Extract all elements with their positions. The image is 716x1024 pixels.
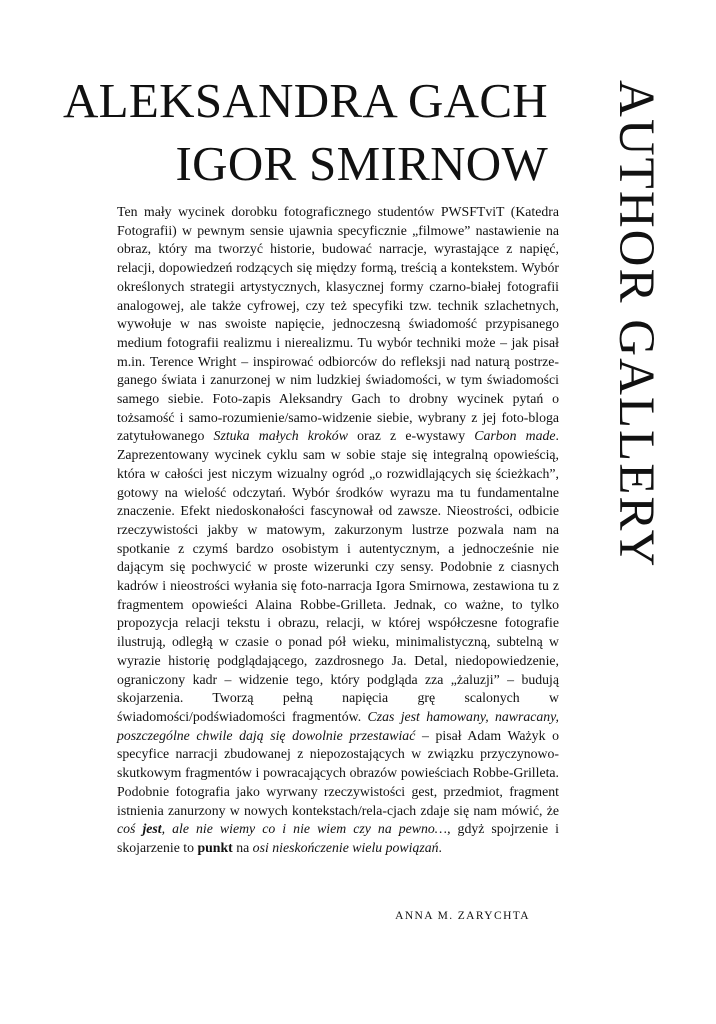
article-paragraph [117,203,559,858]
article-body [117,203,559,858]
text-run: . [438,839,442,855]
italic-phrase: coś [117,821,143,837]
text-run: . Zaprezentowany wycinek cyklu sam w sobie staje się integralną opowieścią, która w całości jest niczym wizualny ogród „o rozwidlających się ścieżkach”, gotowy na wielość odczytań. Wybór środków wyrazu ma tu fundamentalne znaczenie. Efekt niedoskonałości fascynował od zawsze. Nieostrości, odbicie rzeczywistości jakby w matowym, zakurzonym lustrze pozwala nam na spotkanie z czymś bardzo osobistym i autentycznym, a jednocześnie nie dającym się pochwycić w proste wizerunki czy sensy. Podobnie z ciasnych kadrów i nieostrości wyłania się foto-narracja Igora Smirnowa, zestawiona tu z fragmentem opowieści Alaina Robbe-Grilleta. Jednak, co ważne, to tylko propozycja relacji tekstu i obrazu, relacji, w której współczesne fotografie ilustrują, odległą w czasie o ponad pół wieku, minimalistyczną, subtelną w wyrazie historię podglądającego, zazdrosnego Ja. Detal, niedopowiedzenie, ograniczony kadr – widzenie tego, który podgląda zza „żaluzji” – budują skojarzenia. Tworzą pełną napięcia grę scalonych w świadomości/podświadomości fragmentów. [117,428,559,724]
italic-phrase: osi nieskończenie wielu powiązań [252,839,439,855]
section-title-author-gallery: AUTHOR GALLERY [608,80,664,569]
text-run: oraz z e-wystawy [347,428,475,444]
text-run: na [232,839,253,855]
italic-phrase: , ale nie wiemy co i nie wiem czy na pewno… [161,821,448,837]
author-name-gach: ALEKSANDRA GACH [62,73,548,128]
text-run: – pisał Adam Ważyk o specyfice narracji zbudowanej z niepozostających w związku przyczynowo-skutkowym fragmentów i powracających obrazów powieściach Robbe-Grilleta. Podobnie fotografia jako wyrwany rzeczywistości gest, przedmiot, fragment istnienia zanurzony w nowych kontekstach/rela-cjach zdaje się nam mówić, że [117,727,559,818]
text-run: , gdyż spojrzenie i skojarzenie to [117,821,560,855]
author-name-smirnow: IGOR SMIRNOW [175,136,548,191]
text-run: Ten mały wycinek dorobku fotograficznego studentów PWSFTviT (Katedra Fotografii) w pewnym sensie ujawnia specyficznie „filmowe” nastawienie na obraz, który ma tworzyć historie, budować narracje, wyrastające z napięć, relacji, dopowiedzeń rodzących się między formą, treścią a kontekstem. Wybór określonych strategii artystycznych, klasycznej formy czarno-białej fotografii analogowej, ale także cyfrowej, czy też specyfiki tzw. technik szlachetnych, wywołuje w nas swoiste napięcie, jednoczesną świadomość przypisanego medium fotografii realizmu i nierealizmu. Tu wybór techniki może – jak pisał m.in. Terence Wright – inspirować odbiorców do refleksji nad naturą postrzeganego świata i zanurzonej w nim ludzkiej świadomości, w tym świadomości samego siebie. Foto-zapis Aleksandry Gach to drobny wycinek pytań o tożsamość i samo-rozumienie/samo-widzenie siebie, wybrany z jej foto-bloga zatytułowanego [117,204,559,444]
italic-phrase: Carbon made [474,428,556,444]
bold-italic-phrase: jest [142,821,162,837]
bold-phrase: punkt [197,839,233,855]
italic-phrase: Czas jest hamowany, nawracany, poszczególne chwile dają się dowolnie przestawiać [117,708,559,743]
article-signature: ANNA M. ZARYCHTA [395,910,530,922]
italic-phrase: Sztuka małych kroków [213,428,348,444]
